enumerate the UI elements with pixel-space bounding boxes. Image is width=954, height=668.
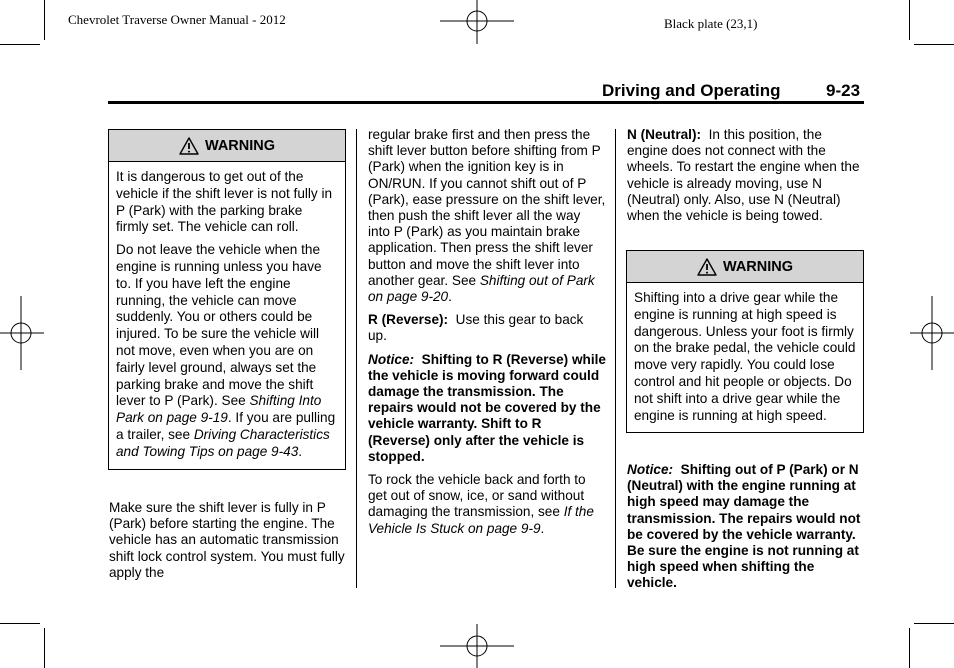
gear-label: R (Reverse):: [368, 312, 449, 328]
column-3-top: [627, 127, 863, 231]
notice-text: Shifting to R (Reverse) while the vehicle is moving forward could damage the transmission. The repairs would not be covered by the vehicle warranty. Shift to R (Reverse) only after the vehicle is stopped.: [368, 351, 606, 464]
gear-description: [368, 312, 606, 344]
gear-label: N (Neutral):: [627, 127, 702, 142]
crop-mark-bottom-right-h: [914, 623, 954, 624]
body-text: .: [540, 520, 545, 536]
crop-mark-top-left-h: [0, 44, 40, 45]
crop-mark-bottom-right-v: [909, 628, 910, 668]
notice-label: Notice:: [368, 351, 415, 367]
warning-title: WARNING: [722, 258, 794, 275]
gear-text: In this position, the engine does not connect with the wheels. To restart the engine when the vehicle is already moving, use N (Neutral) only. Also, use N (Neutral) when the vehicle is being towed.: [627, 127, 860, 224]
registration-mark-right: [910, 296, 954, 370]
body-paragraph: Make sure the shift lever is fully in P (Park) before starting the engine. The vehicle has an automatic transmission shift lock control system. You must fully apply the: [109, 500, 345, 580]
column-divider-1: [356, 129, 357, 588]
body-text: .: [448, 289, 452, 305]
warning-title: WARNING: [204, 137, 276, 154]
notice-paragraph: [627, 462, 863, 592]
body-paragraph: [368, 472, 606, 537]
warning-text: .: [298, 443, 303, 459]
body-paragraph: [368, 127, 606, 305]
warning-body: [627, 283, 863, 432]
warning-text: . If you are pulling a trailer, see: [116, 410, 336, 442]
cross-reference-link[interactable]: Shifting Into Park on page 9-19: [116, 393, 322, 426]
plate-label: Black plate (23,1): [664, 16, 758, 31]
column-3-bottom: [627, 462, 863, 599]
cross-reference-link[interactable]: If the Vehicle Is Stuck on page 9-9: [368, 504, 594, 536]
gear-description: [627, 127, 863, 224]
header-rule: [108, 101, 864, 104]
registration-mark-top: [440, 0, 514, 44]
warning-paragraph: Shifting into a drive gear while the engine is running at high speed is dangerous. Unless your foot is firmly on the brake pedal, the vehicle could move very rapidly. You could lose control and hit people or objects. Do not shift into a drive gear while the engine is running at high speed.: [634, 290, 856, 423]
crop-mark-top-left-v: [44, 0, 45, 40]
document-title: Chevrolet Traverse Owner Manual - 2012: [68, 12, 286, 27]
notice-label: Notice:: [627, 462, 674, 477]
warning-body: [109, 162, 345, 469]
notice-paragraph: [368, 352, 606, 465]
cross-reference-link[interactable]: Shifting out of Park on page 9-20: [368, 272, 595, 305]
warning-header: [627, 251, 863, 283]
column-1-body: [109, 500, 345, 588]
column-divider-2: [615, 129, 616, 588]
crop-mark-top-right-v: [909, 0, 910, 40]
column-2-body: [368, 127, 606, 544]
warning-text: Do not leave the vehicle when the engine is running unless you have to. If you have left the engine running, the vehicle can move suddenly. You or others could be injured. To be sure the vehicle will not move, even when you are on fairly level ground, always set the parking brake and move the shift lever to P (Park). See: [116, 242, 322, 409]
cross-reference-link[interactable]: Driving Characteristics and Towing Tips on page 9-43: [116, 426, 330, 459]
section-title: Driving and Operating: [602, 81, 781, 100]
body-text: regular brake first and then press the shift lever button before shifting from P (Park) when the ignition key is in ON/RUN. If you cannot shift out of P (Park), ease pressure on the shift lever, then push the shift lever all the way into P (Park) as you maintain brake application. Then press the shift lever button and move the shift lever into another gear. See: [368, 127, 606, 288]
crop-mark-bottom-left-h: [0, 623, 40, 624]
warning-triangle-icon: [697, 258, 717, 276]
gear-text: Use this gear to back up.: [368, 312, 584, 344]
warning-triangle-icon: [179, 137, 199, 155]
body-text: To rock the vehicle back and forth to get out of snow, ice, or sand without damaging the transmission, see: [368, 472, 586, 520]
registration-mark-left: [0, 296, 44, 370]
notice-text: Shifting out of P (Park) or N (Neutral) with the engine running at high speed may damage the transmission. The repairs would not be covered by the vehicle warranty. Be sure the engine is not running at high speed when shifting the vehicle.: [627, 462, 861, 591]
registration-mark-bottom: [440, 624, 514, 668]
warning-box-park: [108, 129, 346, 470]
warning-box-high-speed: [626, 250, 864, 433]
warning-paragraph: It is dangerous to get out of the vehicle if the shift lever is not fully in P (Park) with the parking brake firmly set. The vehicle can roll.: [116, 169, 333, 235]
crop-mark-bottom-left-v: [44, 628, 45, 668]
warning-header: [109, 130, 345, 162]
crop-mark-top-right-h: [914, 44, 954, 45]
warning-paragraph: [116, 242, 338, 460]
page-number: 9-23: [826, 81, 861, 100]
